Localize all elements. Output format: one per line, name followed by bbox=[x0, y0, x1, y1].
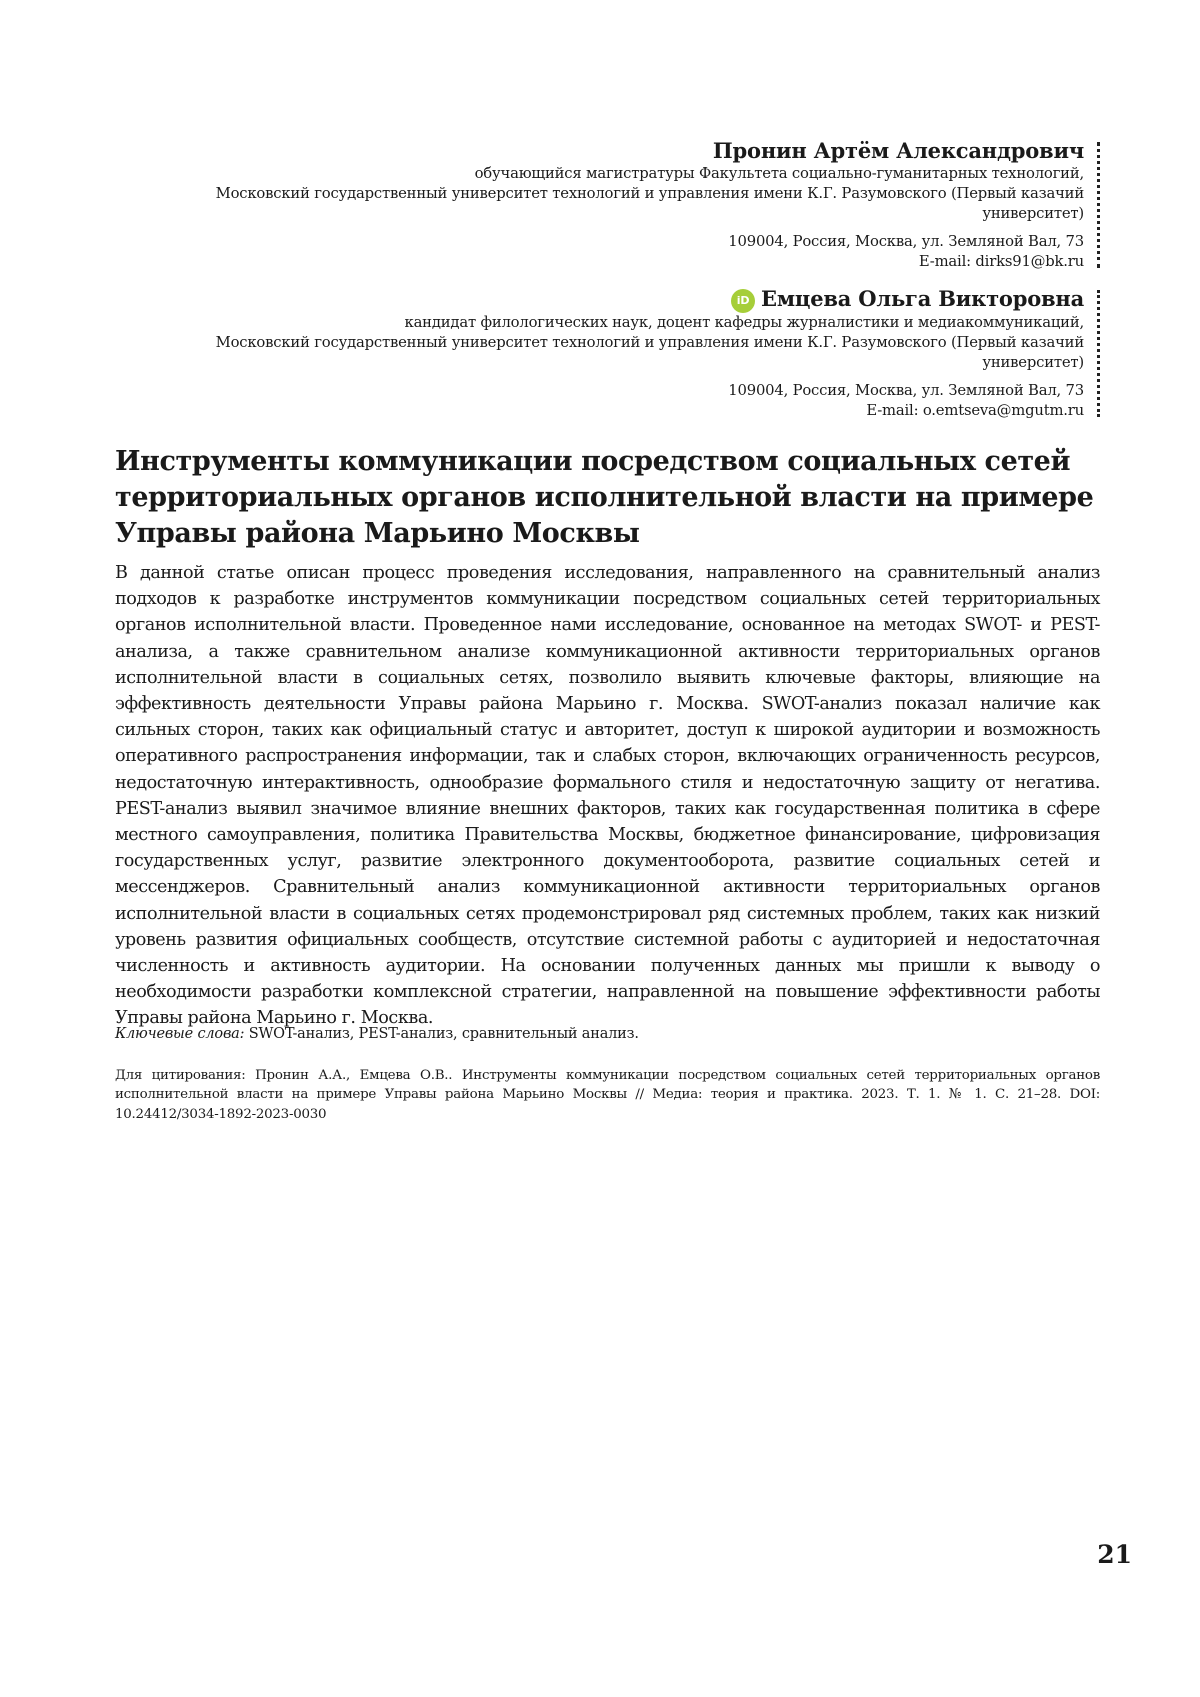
author-address: 109004, Россия, Москва, ул. Земляной Вал, 73 bbox=[110, 381, 1084, 401]
dotted-divider bbox=[1097, 142, 1100, 268]
author-position: кандидат филологических наук, доцент кафедры журналистики и медиакоммуникаций, bbox=[110, 313, 1084, 333]
author-email[interactable]: E-mail: dirks91@bk.ru bbox=[110, 252, 1084, 272]
citation: Для цитирования: Пронин А.А., Емцева О.В.. Инструменты коммуникации посредством социальных сетей территориальных органов исполнительной власти на примере Управы района Марьино Москвы // Медиа: теория и практика. 2023. Т. 1. № 1. С. 21–28. DOI: 10.24412/3034-1892-2023-0030 bbox=[115, 1066, 1100, 1124]
author-name: Емцева Ольга Викторовна bbox=[761, 286, 1084, 311]
authors-block bbox=[110, 138, 1100, 421]
author-affiliation: Московский государственный университет технологий и управления имени К.Г. Разумовского (Первый казачий университет) bbox=[110, 184, 1084, 224]
author-position: обучающийся магистратуры Факультета социально-гуманитарных технологий, bbox=[110, 164, 1084, 184]
abstract: В данной статье описан процесс проведения исследования, направленного на сравнительный анализ подходов к разработке инструментов коммуникации посредством социальных сетей территориальных органов исполнительной власти. Проведенное нами исследование, основанное на методах SWOT- и PEST-анализа, а также сравнительном анализе коммуникационной активности территориальных органов исполнительной власти в социальных сетях, позволило выявить ключевые факторы, влияющие на эффективность деятельности Управы района Марьино г. Москва. SWOT-анализ показал наличие как сильных сторон, таких как официальный статус и авторитет, доступ к широкой аудитории и возможность оперативного распространения информации, так и слабых сторон, включающих ограниченность ресурсов, недостаточную интерактивность, однообразие формального стиля и недостаточную защиту от негатива. PEST-анализ выявил значимое влияние внешних факторов, таких как государственная политика в сфере местного самоуправления, политика Правительства Москвы, бюджетное финансирование, цифровизация государственных услуг, развитие электронного документооборота, развитие социальных сетей и мессенджеров. Сравнительный анализ коммуникационной активности территориальных органов исполнительной власти в социальных сетях продемонстрировал ряд системных проблем, таких как низкий уровень развития официальных сообществ, отсутствие системной работы с аудиторией и недостаточная численность и активность аудитории. На основании полученных данных мы пришли к выводу о необходимости разработки комплексной стратегии, направленной на повышение эффективности работы Управы района Марьино г. Москва. bbox=[115, 560, 1100, 1032]
author-2 bbox=[110, 286, 1100, 421]
page-number: 21 bbox=[1097, 1540, 1132, 1569]
dotted-divider bbox=[1097, 290, 1100, 417]
keywords bbox=[115, 1024, 1100, 1044]
author-name: Пронин Артём Александрович bbox=[110, 138, 1084, 164]
author-1 bbox=[110, 138, 1100, 272]
orcid-icon[interactable]: iD bbox=[731, 289, 755, 313]
keywords-label: Ключевые слова: bbox=[115, 1026, 244, 1042]
article-title: Инструменты коммуникации посредством социальных сетей территориальных органов исполнительной власти на примере Управы района Марьино Москвы bbox=[115, 444, 1100, 552]
author-email[interactable]: E-mail: o.emtseva@mgutm.ru bbox=[110, 401, 1084, 421]
author-address: 109004, Россия, Москва, ул. Земляной Вал, 73 bbox=[110, 232, 1084, 252]
keywords-text: SWOT-анализ, PEST-анализ, сравнительный анализ. bbox=[249, 1026, 639, 1042]
author-affiliation: Московский государственный университет технологий и управления имени К.Г. Разумовского (Первый казачий университет) bbox=[110, 333, 1084, 373]
